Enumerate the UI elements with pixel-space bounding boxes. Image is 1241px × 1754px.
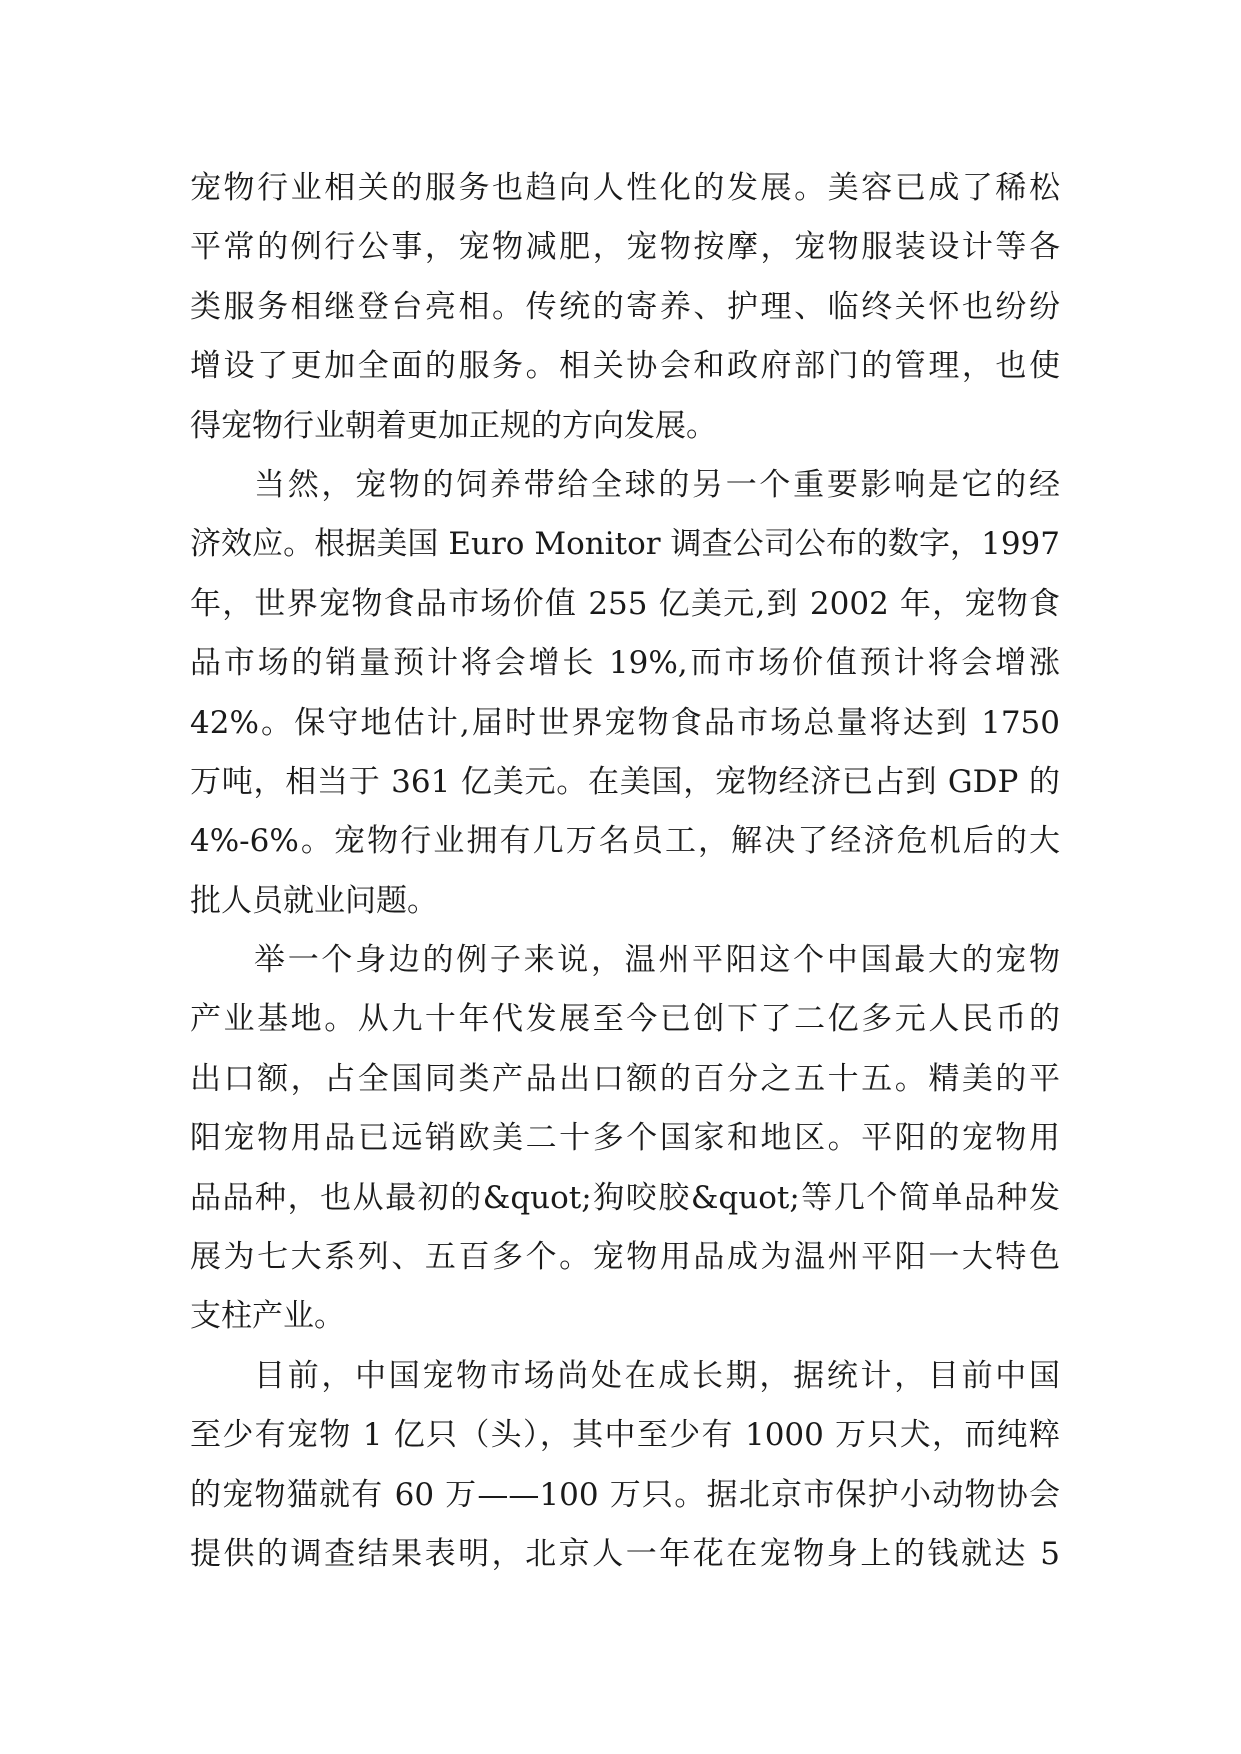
- text-line: 展为七大系列、五百多个。宠物用品成为温州平阳一大特色: [190, 1239, 1060, 1276]
- text-line: 万吨，相当于 361 亿美元。在美国，宠物经济已占到 GDP 的: [190, 763, 1060, 800]
- text-line: 类服务相继登台亮相。传统的寄养、护理、临终关怀也纷纷: [190, 288, 1060, 325]
- text-line: 增设了更加全面的服务。相关协会和政府部门的管理，也使: [190, 348, 1060, 385]
- text-line: 至少有宠物 1 亿只（头），其中至少有 1000 万只犬，而纯粹: [190, 1417, 1060, 1454]
- text-line: 当然，宠物的饲养带给全球的另一个重要影响是它的经: [254, 466, 1060, 503]
- text-line: 举一个身边的例子来说，温州平阳这个中国最大的宠物: [254, 942, 1060, 979]
- text-line: 平常的例行公事，宠物减肥，宠物按摩，宠物服装设计等各: [190, 229, 1060, 266]
- paragraph-2: [190, 456, 1060, 931]
- text-line: 42%。保守地估计,届时世界宠物食品市场总量将达到 1750: [190, 704, 1060, 741]
- text-line: 年，世界宠物食品市场价值 255 亿美元,到 2002 年，宠物食: [190, 585, 1060, 622]
- text-line: 的宠物猫就有 60 万——100 万只。据北京市保护小动物协会: [190, 1476, 1060, 1513]
- text-line: 目前，中国宠物市场尚处在成长期，据统计，目前中国: [254, 1357, 1060, 1394]
- text-line: 品品种，也从最初的&quot;狗咬胶&quot;等几个简单品种发: [190, 1179, 1060, 1216]
- text-line: 宠物行业相关的服务也趋向人性化的发展。美容已成了稀松: [190, 170, 1060, 206]
- text-line: 阳宠物用品已远销欧美二十多个国家和地区。平阳的宠物用: [190, 1120, 1060, 1157]
- text-line: 济效应。根据美国 Euro Monitor 调查公司公布的数字，1997: [190, 526, 1060, 563]
- text-line: 品市场的销量预计将会增长 19%,而市场价值预计将会增涨: [190, 645, 1060, 682]
- paragraph-4: [190, 1347, 1060, 1585]
- text-line: 出口额，占全国同类产品出口额的百分之五十五。精美的平: [190, 1060, 1060, 1097]
- body-text: [190, 159, 1060, 1584]
- text-line: 4%-6%。宠物行业拥有几万名员工，解决了经济危机后的大: [190, 823, 1060, 860]
- text-line: 得宠物行业朝着更加正规的方向发展。: [190, 407, 717, 444]
- text-line: 产业基地。从九十年代发展至今已创下了二亿多元人民币的: [190, 1001, 1060, 1038]
- paragraph-1: [190, 159, 1060, 456]
- text-line: 批人员就业问题。: [190, 882, 438, 919]
- paragraph-3: [190, 931, 1060, 1347]
- text-line: 提供的调查结果表明，北京人一年花在宠物身上的钱就达 5: [190, 1535, 1060, 1572]
- text-line: 支柱产业。: [190, 1298, 345, 1335]
